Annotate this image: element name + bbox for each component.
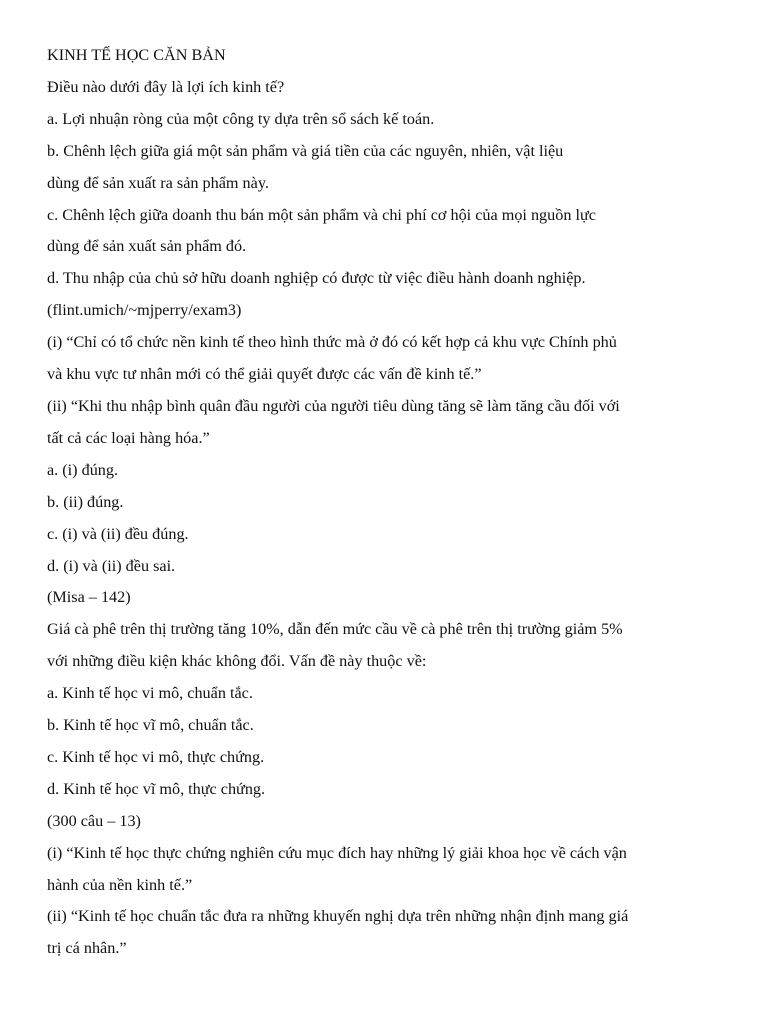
question-2-option-c: c. (i) và (ii) đều đúng.	[47, 524, 189, 543]
question-2-statement-i-line-1: (i) “Chỉ có tổ chức nền kinh tế theo hình thức mà ở đó có kết hợp cả khu vực Chính phủ	[47, 333, 617, 352]
question-3-stem-line-2: với những điều kiện khác không đổi. Vấn đề này thuộc về:	[47, 652, 427, 671]
question-3-source: (300 câu – 13)	[47, 811, 141, 830]
question-3-stem-line-1: Giá cà phê trên thị trường tăng 10%, dẫn đến mức cầu về cà phê trên thị trường giảm 5%	[47, 620, 623, 639]
question-3-option-a: a. Kinh tế học vi mô, chuẩn tắc.	[47, 684, 253, 703]
question-1-option-c-line-2: dùng để sản xuất sản phẩm đó.	[47, 237, 247, 256]
question-3-option-d: d. Kinh tế học vĩ mô, thực chứng.	[47, 779, 266, 798]
question-4-statement-i-line-2: hành của nền kinh tế.”	[47, 875, 193, 894]
question-2-statement-ii-line-1: (ii) “Khi thu nhập bình quân đầu người của người tiêu dùng tăng sẽ làm tăng cầu đối với	[47, 396, 620, 415]
question-4-statement-i-line-1: (i) “Kinh tế học thực chứng nghiên cứu mục đích hay những lý giải khoa học về cách vận	[47, 843, 627, 862]
question-1-option-b-line-1: b. Chênh lệch giữa giá một sản phẩm và giá tiền của các nguyên, nhiên, vật liệu	[47, 141, 564, 160]
question-1-stem: Điều nào dưới đây là lợi ích kinh tế?	[47, 77, 285, 96]
question-4-statement-ii-line-1: (ii) “Kinh tế học chuẩn tắc đưa ra những khuyến nghị dựa trên những nhận định mang giá	[47, 907, 629, 926]
question-2-option-b: b. (ii) đúng.	[47, 492, 124, 511]
question-3-option-b: b. Kinh tế học vĩ mô, chuẩn tắc.	[47, 716, 254, 735]
question-2-source: (Misa – 142)	[47, 588, 131, 607]
question-1-source: (flint.umich/~mjperry/exam3)	[47, 301, 242, 320]
question-3-option-c: c. Kinh tế học vi mô, thực chứng.	[47, 747, 265, 766]
question-1-option-d: d. Thu nhập của chủ sở hữu doanh nghiệp có được từ việc điều hành doanh nghiệp.	[47, 269, 586, 288]
question-1-option-c-line-1: c. Chênh lệch giữa doanh thu bán một sản phẩm và chi phí cơ hội của mọi nguồn lực	[47, 205, 596, 224]
question-2-option-d: d. (i) và (ii) đều sai.	[47, 556, 176, 575]
question-4-statement-ii-line-2: trị cá nhân.”	[47, 939, 127, 958]
question-2-statement-ii-line-2: tất cả các loại hàng hóa.”	[47, 428, 210, 447]
question-2-statement-i-line-2: và khu vực tư nhân mới có thể giải quyết được các vấn đề kinh tế.”	[47, 365, 482, 384]
question-2-option-a: a. (i) đúng.	[47, 460, 119, 479]
question-1-option-a: a. Lợi nhuận ròng của một công ty dựa trên sổ sách kế toán.	[47, 109, 435, 128]
document-title: KINH TẾ HỌC CĂN BẢN	[47, 46, 226, 64]
question-1-option-b-line-2: dùng để sản xuất ra sản phẩm này.	[47, 173, 269, 192]
